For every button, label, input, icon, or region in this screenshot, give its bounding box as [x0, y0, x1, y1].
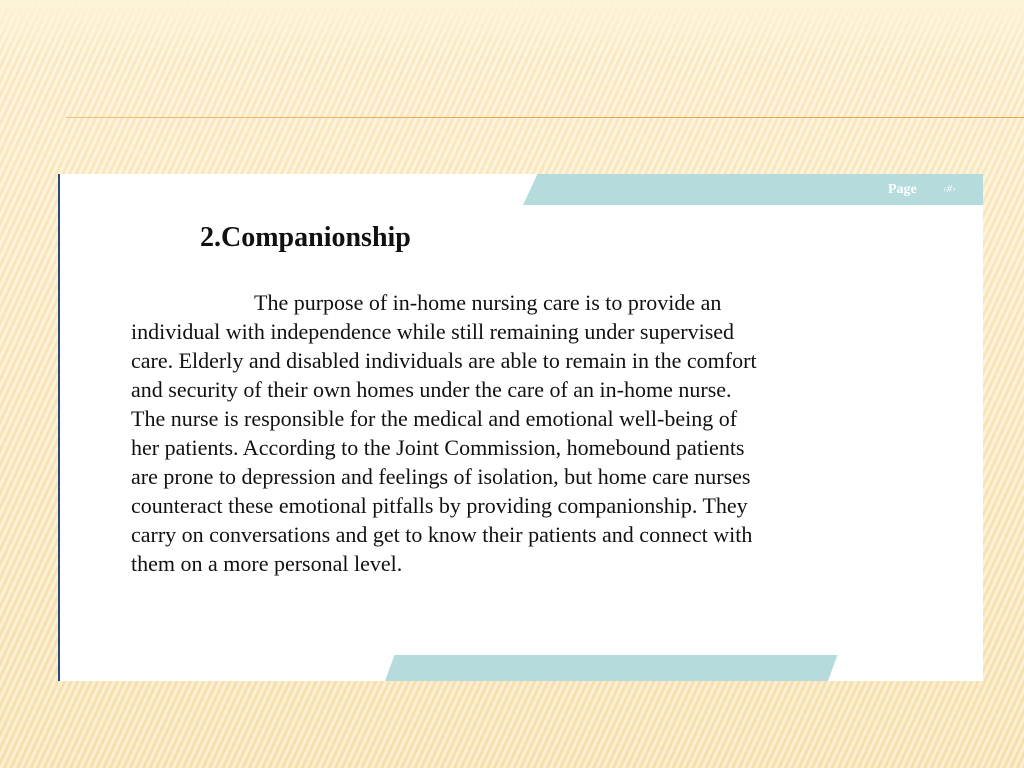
section-heading: 2.Companionship [200, 222, 411, 253]
body-line: care. Elderly and disabled individuals are able to remain in the comfort [131, 348, 757, 373]
body-line: individual with independence while still remaining under supervised [131, 319, 735, 344]
body-line: are prone to depression and feelings of isolation, but home care nurses [131, 464, 751, 489]
footer-band [385, 655, 837, 681]
page-number: ‹#› [943, 183, 956, 195]
slide-image [58, 174, 983, 681]
body-line: them on a more personal level. [131, 551, 403, 576]
body-line: The purpose of in-home nursing care is to provide an [254, 290, 722, 315]
body-line: and security of their own homes under the care of an in-home nurse. [131, 377, 732, 402]
top-highlight [0, 0, 1024, 60]
title-divider [66, 117, 1024, 118]
body-line: carry on conversations and get to know their patients and connect with [131, 522, 753, 547]
body-line: counteract these emotional pitfalls by providing companionship. They [131, 493, 748, 518]
page-label: Page [888, 182, 917, 197]
image-left-border [58, 174, 60, 681]
body-paragraph [131, 288, 921, 578]
body-line: The nurse is responsible for the medical and emotional well-being of [131, 406, 738, 431]
body-line: her patients. According to the Joint Commission, homebound patients [131, 435, 745, 460]
